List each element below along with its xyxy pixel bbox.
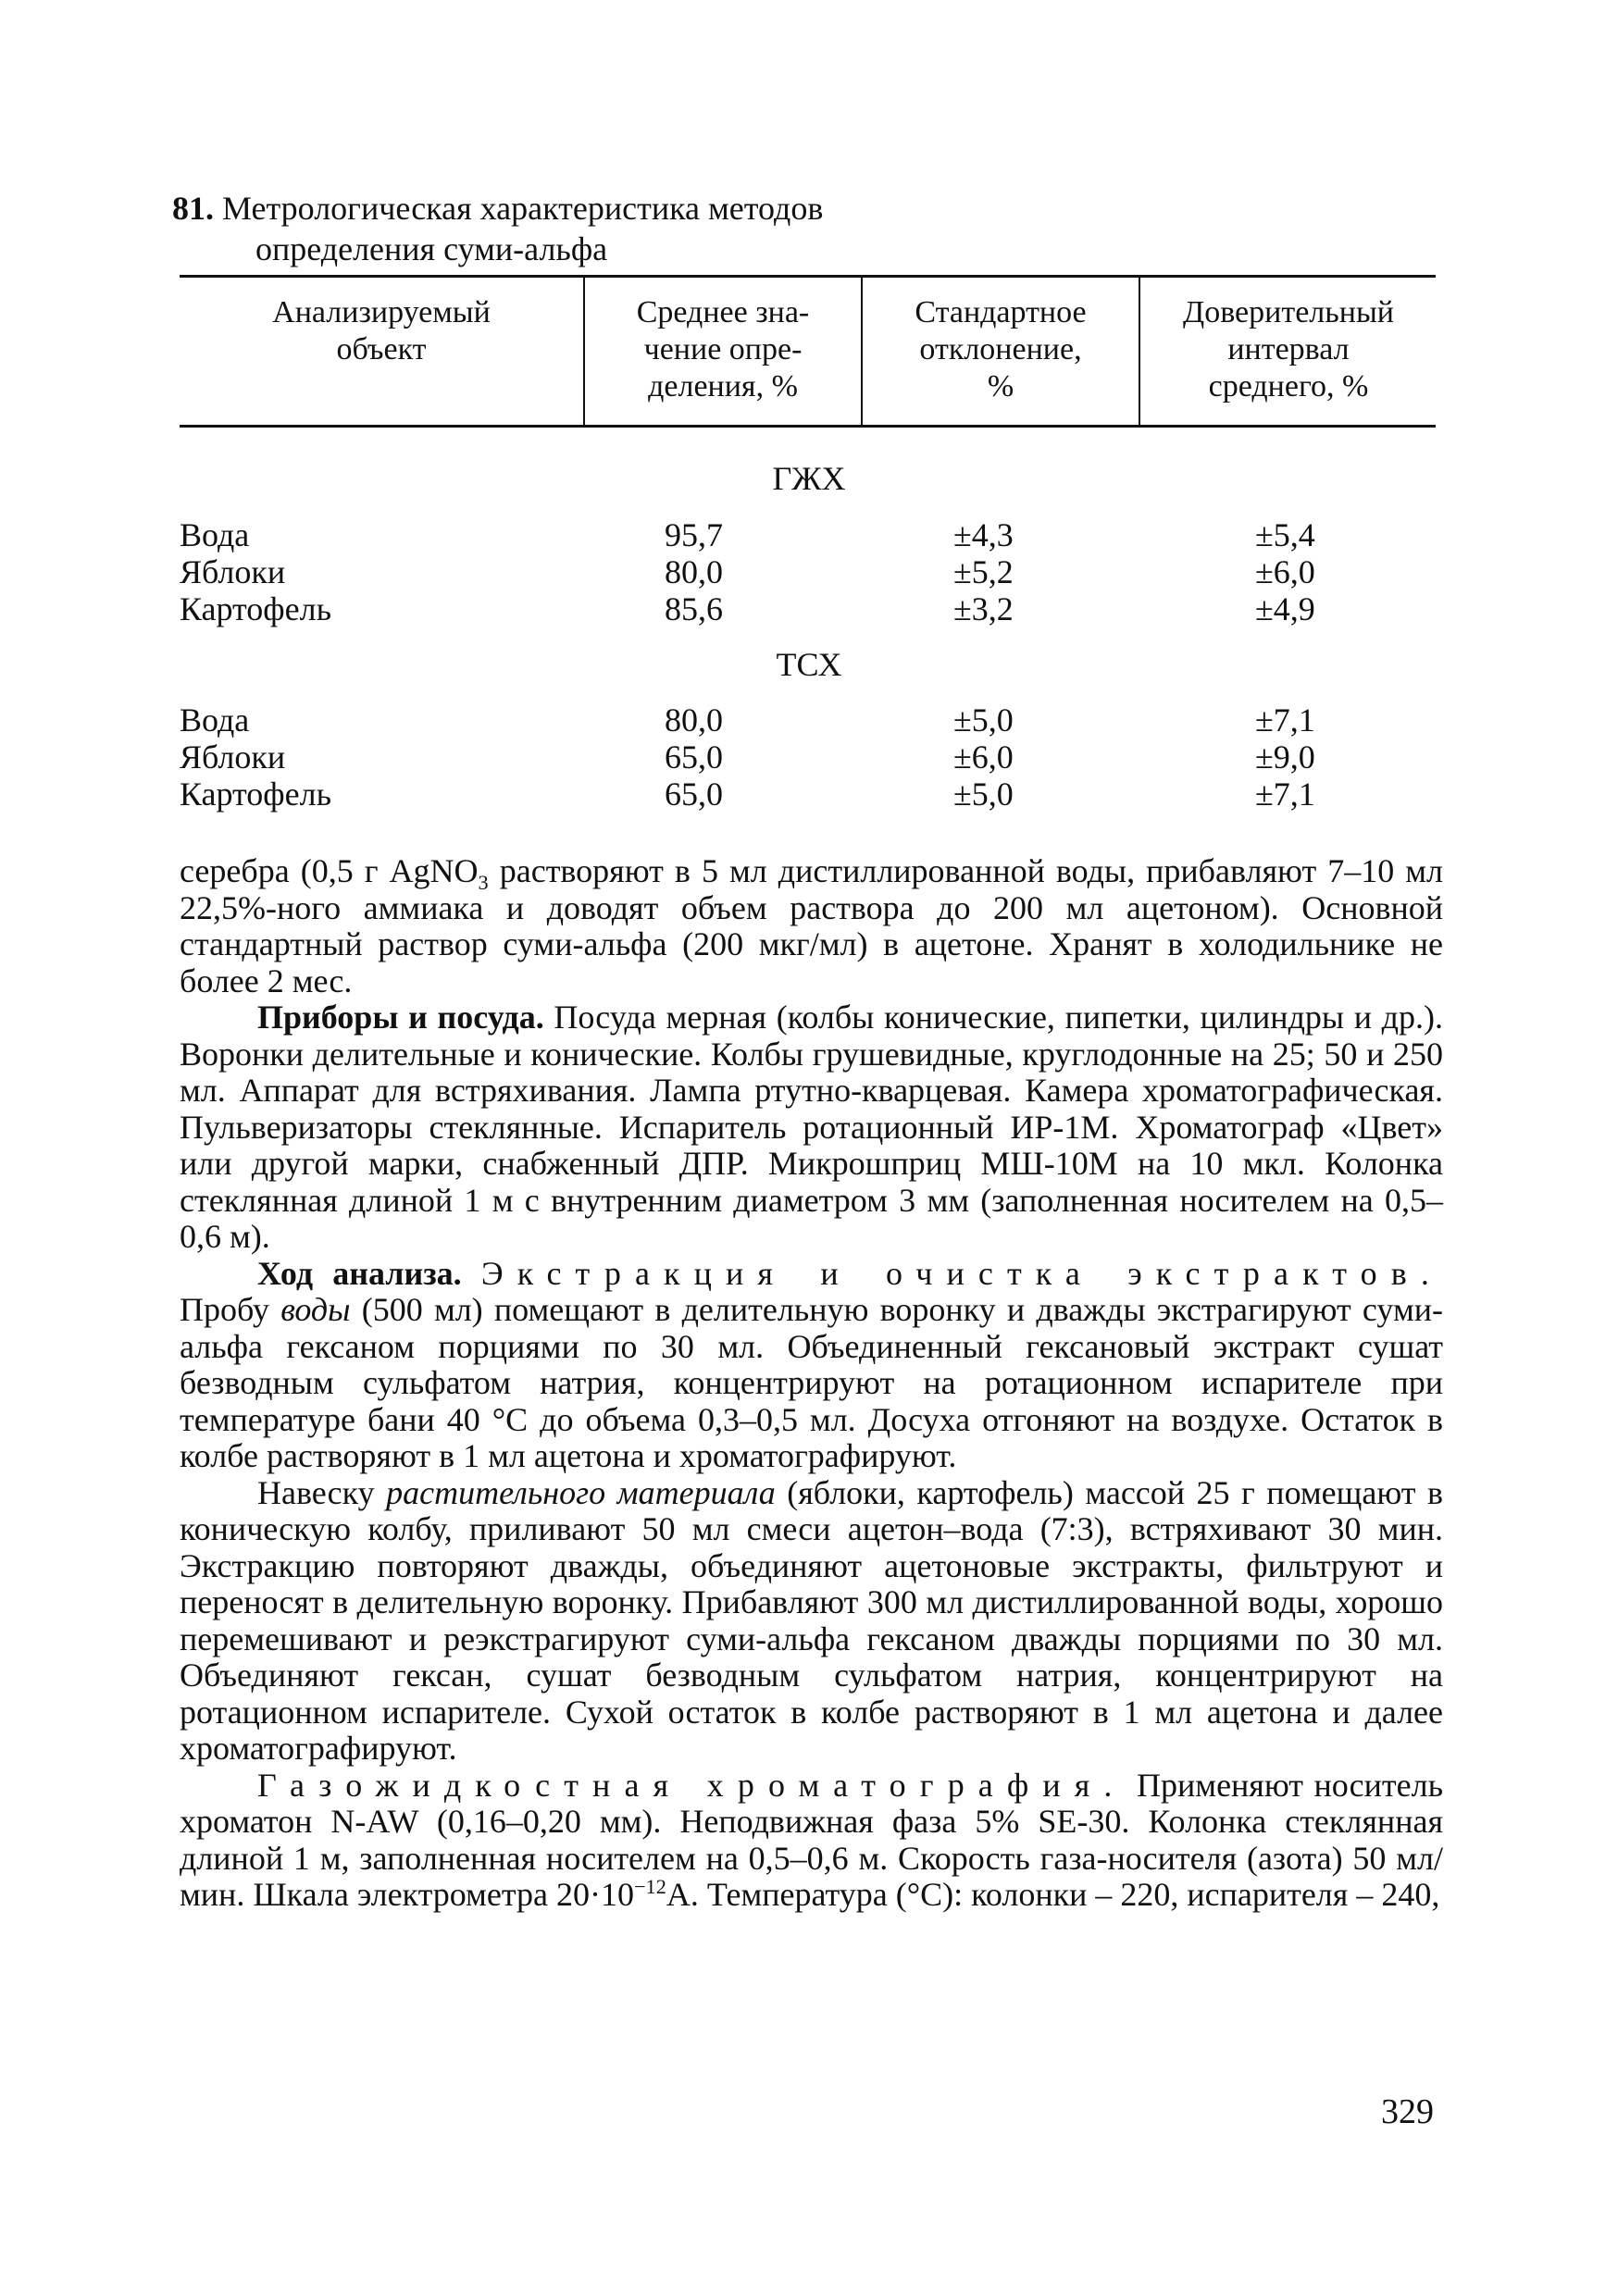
header-std-deviation: Стандартное отклонение, % (915, 295, 1087, 403)
table-number: 81. (172, 190, 214, 227)
table-title-line-1: Метрологическая характеристика методов (222, 190, 824, 227)
paragraph-analysis-procedure: Ход анализа. Экстракция и очистка экстрактов. Пробу воды (500 мл) помещают в делительную воронку и дважды экстрагируют суми-альфа гексаном порциями по 30 мл. Объединенный гексановый экстракт сушат безводным сульфатом натрия, концентрируют на ротационном испарителе при температуре бани 40 °С до объема 0,3–0,5 мл. Досуха отгоняют на воздухе. Остаток в колбе растворяют в 1 мл ацетона и хроматографируют. (180, 1254, 1443, 1474)
group-heading-gc: ГЖХ (772, 460, 846, 497)
paragraph-plant-material: Навеску растительного материала (яблоки, картофель) массой 25 г помещают в коническую колбу, приливают 50 мл смеси ацетон–вода (7:3), встряхивают 30 мин. Экстракцию повторяют дважды, объединяют ацетоновые экстракты, фильтруют и переносят в делительную воронку. Прибавляют 300 мл дистиллированной воды, хорошо перемешивают и реэкстрагируют суми-альфа гексаном дважды порциями по 30 мл. Объединяют гексан, сушат безводным сульфатом натрия, концентрируют на ротационном испарителе. Сухой остаток в колбе растворяют в 1 мл ацетона и далее хроматографируют. (180, 1473, 1443, 1767)
section-subheading: Газожидкостная хроматография. (257, 1766, 1126, 1804)
table-title-line-2: определения суми-альфа (255, 230, 608, 267)
section-subheading: Экстракция и очистка экстрактов. (480, 1254, 1443, 1292)
table-header-rule (180, 425, 1436, 428)
table-row: Картофель 65,0 ±5,0 ±7,1 (180, 776, 1315, 813)
paragraph-instruments: Приборы и посуда. Посуда мерная (колбы конические, пипетки, цилиндры и др.). Воронки делительные и конические. Колбы грушевидные, круглодонные на 25; 50 и 250 мл. Аппарат для встряхивания. Лампа ртутно-кварцевая. Камера хроматографическая. Пульверизаторы стеклянные. Испаритель ротационный ИР-1М. Хроматограф «Цвет» или другой марки, снабженный ДПР. Микрошприц МШ-10М на 10 мкл. Колонка стеклянная длиной 1 м с внутренним диаметром 3 мм (заполненная носителем на 0,5–0,6 м). (180, 999, 1443, 1255)
body-text (180, 853, 1443, 1914)
table-row: Яблоки 65,0 ±6,0 ±9,0 (180, 738, 1315, 776)
page-number: 329 (1381, 2092, 1434, 2131)
paragraph-gas-chromatography: Газожидкостная хроматография. Применяют носитель хроматон N-AW (0,16–0,20 мм). Неподвижная фаза 5% SE-30. Колонка стеклянная длиной 1 м, заполненная носителем на 0,5–0,6 м. Скорость газа-носителя (азота) 50 мл/мин. Шкала электрометра $20\cdot 10^{-12}А$. Температура (°С): колонки – 220, испарителя – 240, (180, 1766, 1443, 1913)
table-top-rule (180, 275, 1436, 278)
header-mean: Среднее зна- чение опре- деления, % (636, 295, 810, 403)
header-confidence-interval: Доверительный интервал среднего, % (1183, 295, 1394, 403)
table-row: Вода 80,0 ±5,0 ±7,1 (180, 701, 1315, 738)
table-row: Картофель 85,6 ±3,2 ±4,9 (180, 590, 1315, 627)
group-heading-tlc: ТСХ (776, 646, 842, 683)
table-row: Вода 95,7 ±4,3 ±5,4 (180, 516, 1315, 553)
paragraph-heading: Приборы и посуда. (257, 999, 544, 1036)
header-object: Анализируемый объект (272, 295, 491, 366)
table-row: Яблоки 80,0 ±5,2 ±6,0 (180, 553, 1315, 590)
table-caption (172, 188, 1468, 269)
paragraph-heading: Ход анализа. (257, 1254, 462, 1292)
paragraph-reagents: серебра (0,5 г AgNO$_3$ растворяют в 5 мл дистиллированной воды, прибавляют 7–10 мл 22,5%-ного аммиака и доводят объем раствора до 200 мл ацетоном). Основной стандартный раствор суми-альфа (200 мкг/мл) в ацетоне. Хранят в холодильнике не более 2 мес. (180, 852, 1443, 999)
